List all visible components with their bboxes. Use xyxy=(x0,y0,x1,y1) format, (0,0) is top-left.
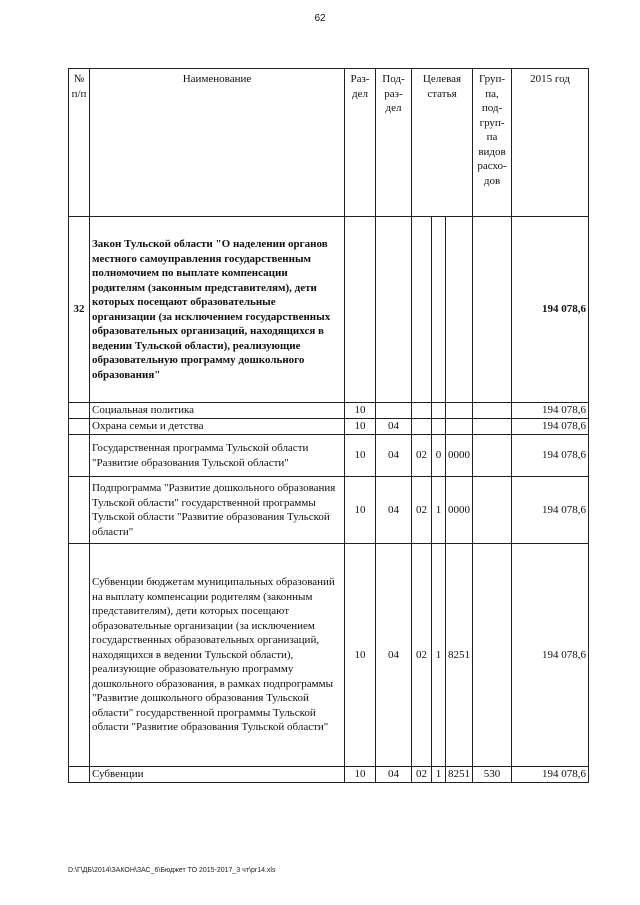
cell-razdel: 10 xyxy=(345,477,376,544)
cell-csr-direction xyxy=(446,403,473,419)
cell-num xyxy=(69,767,90,783)
cell-name: Субвенции бюджетам муниципальных образований на выплату компенсации родителям (законным представителям), дети которых посещают образовательные организации (за исключением государственных образовательных организаций, находящихся в ведении Тульской области), реализующие образовательную программу дошкольного образования, в рамках подпрограммы "Развитие дошкольного образования Тульской области" государственной программы Тульской области "Развитие образования Тульской области" xyxy=(90,544,345,767)
table-row xyxy=(69,403,589,419)
cell-csr-direction: 8251 xyxy=(446,767,473,783)
cell-csr-program: 02 xyxy=(412,477,432,544)
cell-razdel: 10 xyxy=(345,435,376,477)
header-year: 2015 год xyxy=(512,69,589,217)
cell-csr-subprogram: 0 xyxy=(432,435,446,477)
cell-csr-program: 02 xyxy=(412,767,432,783)
table-row xyxy=(69,477,589,544)
page-number: 62 xyxy=(314,13,326,24)
cell-amount: 194 078,6 xyxy=(512,217,589,403)
cell-csr-subprogram xyxy=(432,419,446,435)
cell-amount: 194 078,6 xyxy=(512,477,589,544)
cell-amount: 194 078,6 xyxy=(512,435,589,477)
cell-podrazdel: 04 xyxy=(376,477,412,544)
cell-amount: 194 078,6 xyxy=(512,767,589,783)
cell-csr-program: 02 xyxy=(412,544,432,767)
cell-razdel xyxy=(345,217,376,403)
cell-podrazdel: 04 xyxy=(376,544,412,767)
table-row xyxy=(69,544,589,767)
cell-razdel: 10 xyxy=(345,403,376,419)
cell-name: Государственная программа Тульской области "Развитие образования Тульской области" xyxy=(90,435,345,477)
cell-gruppa xyxy=(473,217,512,403)
cell-name: Подпрограмма "Развитие дошкольного образования Тульской области" государственной программы Тульской области "Развитие образования Тульской области" xyxy=(90,477,345,544)
cell-csr-direction: 0000 xyxy=(446,477,473,544)
cell-csr-program xyxy=(412,419,432,435)
cell-csr-subprogram: 1 xyxy=(432,477,446,544)
cell-csr-subprogram xyxy=(432,403,446,419)
table-row xyxy=(69,419,589,435)
cell-csr-subprogram xyxy=(432,217,446,403)
cell-name: Социальная политика xyxy=(90,403,345,419)
budget-table xyxy=(68,68,589,783)
cell-csr-direction: 8251 xyxy=(446,544,473,767)
cell-name: Охрана семьи и детства xyxy=(90,419,345,435)
header-celevaya: Целевая статья xyxy=(412,69,473,217)
footer-file-path: D:\Г\ДБ\2014\ЗАКОН\ЗАС_6\Бюджет ТО 2015-2017_3 чт\pr14.xls xyxy=(68,867,276,874)
cell-num xyxy=(69,403,90,419)
cell-gruppa: 530 xyxy=(473,767,512,783)
table-body xyxy=(69,217,589,783)
cell-csr-program xyxy=(412,217,432,403)
cell-amount: 194 078,6 xyxy=(512,544,589,767)
cell-razdel: 10 xyxy=(345,544,376,767)
cell-gruppa xyxy=(473,419,512,435)
cell-csr-direction xyxy=(446,217,473,403)
table-row xyxy=(69,435,589,477)
cell-podrazdel xyxy=(376,217,412,403)
cell-amount: 194 078,6 xyxy=(512,419,589,435)
cell-num xyxy=(69,544,90,767)
cell-name: Закон Тульской области "О наделении органов местного самоуправления государственным полномочием по выплате компенсации родителям (законным представителям), дети которых посещают образовательные организации (за исключением государственных образовательных организаций, находящихся в ведении Тульской области), реализующие образовательную программу дошкольного образования" xyxy=(90,217,345,403)
cell-podrazdel: 04 xyxy=(376,767,412,783)
table-row-law xyxy=(69,217,589,403)
header-podrazdel: Под- раз- дел xyxy=(376,69,412,217)
cell-csr-program: 02 xyxy=(412,435,432,477)
cell-gruppa xyxy=(473,477,512,544)
cell-name: Субвенции xyxy=(90,767,345,783)
cell-csr-program xyxy=(412,403,432,419)
cell-gruppa xyxy=(473,435,512,477)
cell-podrazdel: 04 xyxy=(376,419,412,435)
cell-gruppa xyxy=(473,403,512,419)
cell-csr-direction xyxy=(446,419,473,435)
cell-gruppa xyxy=(473,544,512,767)
cell-podrazdel xyxy=(376,403,412,419)
cell-csr-direction: 0000 xyxy=(446,435,473,477)
cell-num xyxy=(69,477,90,544)
cell-num xyxy=(69,435,90,477)
table-header-row xyxy=(69,69,589,217)
header-name: Наименование xyxy=(90,69,345,217)
cell-csr-subprogram: 1 xyxy=(432,544,446,767)
header-gruppa: Груп- па, под- груп- па видов расхо- дов xyxy=(473,69,512,217)
cell-num: 32 xyxy=(69,217,90,403)
cell-csr-subprogram: 1 xyxy=(432,767,446,783)
header-num: № п/п xyxy=(69,69,90,217)
cell-razdel: 10 xyxy=(345,767,376,783)
cell-amount: 194 078,6 xyxy=(512,403,589,419)
cell-num xyxy=(69,419,90,435)
table-row xyxy=(69,767,589,783)
header-razdel: Раз- дел xyxy=(345,69,376,217)
cell-podrazdel: 04 xyxy=(376,435,412,477)
cell-razdel: 10 xyxy=(345,419,376,435)
